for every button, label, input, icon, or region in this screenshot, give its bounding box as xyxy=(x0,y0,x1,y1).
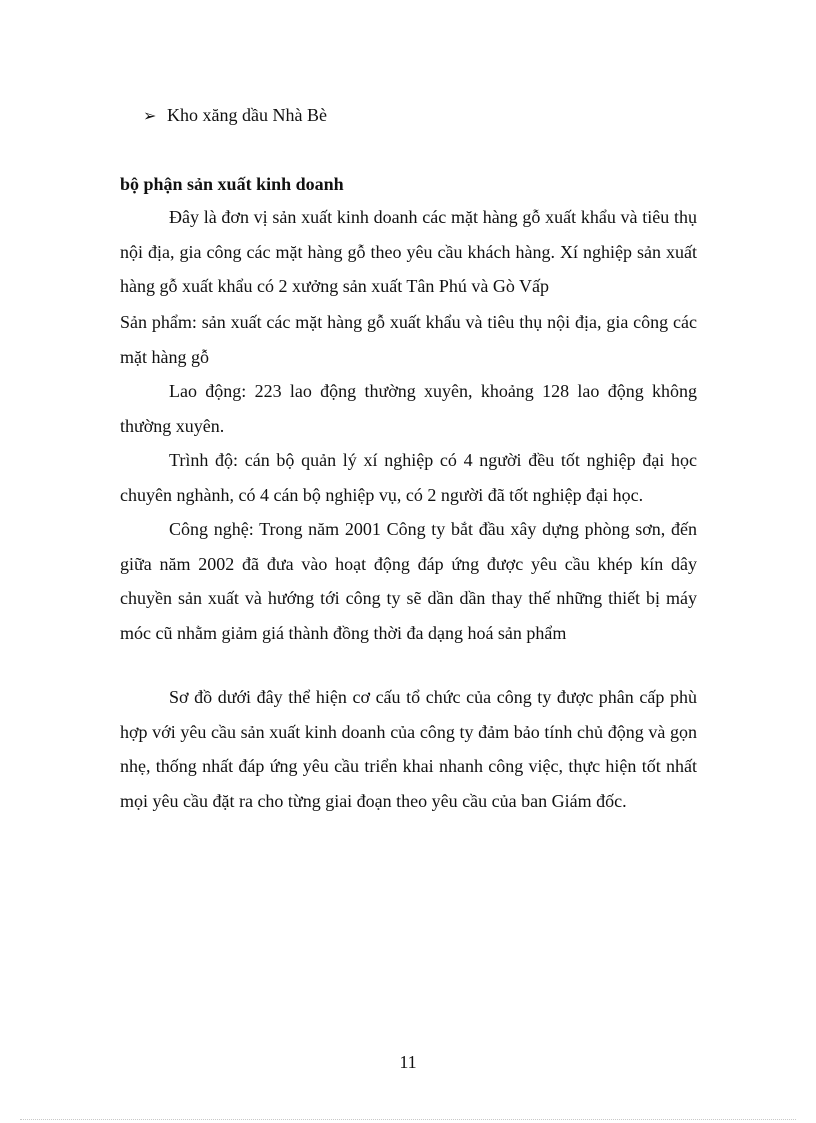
bullet-item xyxy=(143,103,327,129)
paragraph-org-chart-intro: Sơ đồ dưới đây thể hiện cơ cấu tổ chức của công ty được phân cấp phù hợp với yêu cầu sản xuất kinh doanh của công ty đảm bảo tính chủ động và gọn nhẹ, thống nhất đáp ứng yêu cầu triển khai nhanh công việc, thực hiện tốt nhất mọi yêu cầu đặt ra cho từng giai đoạn theo yêu cầu của ban Giám đốc. xyxy=(120,687,697,811)
page-bottom-divider xyxy=(20,1119,796,1120)
paragraph-products: Sản phẩm: sản xuất các mặt hàng gỗ xuất khẩu và tiêu thụ nội địa, gia công các mặt hàng gỗ xyxy=(120,312,697,367)
arrow-bullet-icon: ➢ xyxy=(143,108,157,125)
paragraph-qualification: Trình độ: cán bộ quản lý xí nghiệp có 4 người đều tốt nghiệp đại học chuyên nghành, có 4 cán bộ nghiệp vụ, có 2 người đã tốt nghiệp đại học. xyxy=(120,450,697,505)
page-number: 11 xyxy=(399,1052,417,1072)
paragraph-technology: Công nghệ: Trong năm 2001 Công ty bắt đầu xây dựng phòng sơn, đến giữa năm 2002 đã đưa vào hoạt động đáp ứng được yêu cầu khép kín dây chuyền sản xuất và hướng tới công ty sẽ dần dần thay thế những thiết bị máy móc cũ nhằm giảm giá thành đồng thời đa dạng hoá sản phẩm xyxy=(120,519,697,643)
paragraph-intro: Đây là đơn vị sản xuất kinh doanh các mặt hàng gỗ xuất khẩu và tiêu thụ nội địa, gia công các mặt hàng gỗ theo yêu cầu khách hàng. Xí nghiệp sản xuất hàng gỗ xuất khẩu có 2 xưởng sản xuất Tân Phú và Gò Vấp xyxy=(120,207,697,296)
section-heading: bộ phận sản xuất kinh doanh xyxy=(120,174,344,194)
paragraph-labor: Lao động: 223 lao động thường xuyên, khoảng 128 lao động không thường xuyên. xyxy=(120,381,697,436)
bullet-item-text: Kho xăng dầu Nhà Bè xyxy=(167,105,327,125)
